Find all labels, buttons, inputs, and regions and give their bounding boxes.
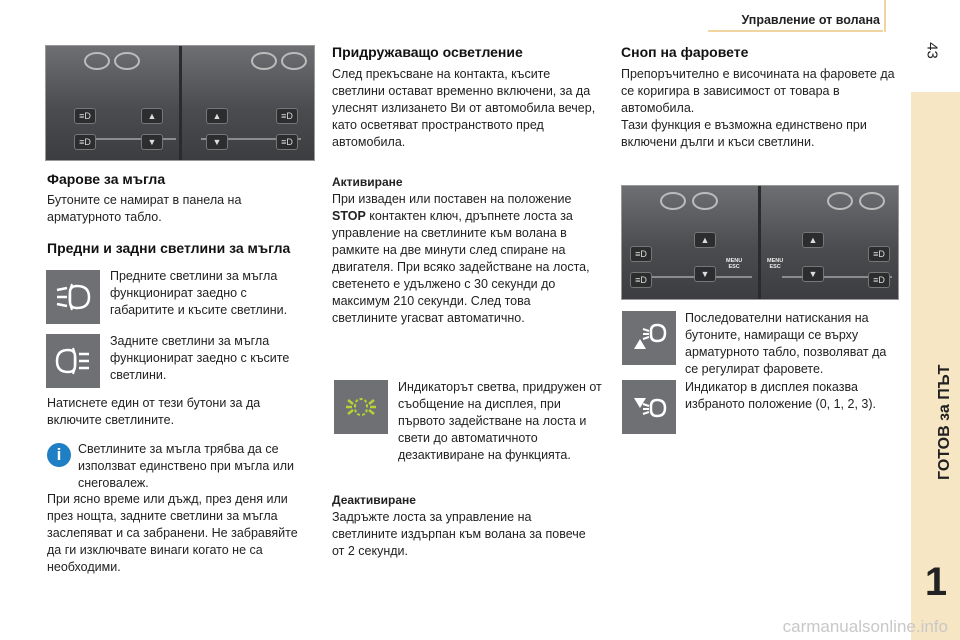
menu-esc-label-right: MENU ESC	[767, 258, 784, 270]
header-rule-vertical	[884, 0, 886, 32]
warning-text: При ясно време или дъжд, през деня или през нощта, задните светлини за мъгла заслепяват и са забранени. Не забравяйте да ги изключвате винаги когато не са необходими.	[47, 492, 298, 574]
beam-adjust-down-icon	[622, 380, 676, 434]
chapter-label: ГОТОВ за ПЪТ	[936, 364, 953, 480]
deactivation-text: Задръжте лоста за управление на светлините издърпан към волана за повече от 2 секунди.	[332, 510, 586, 558]
info-icon: i	[47, 443, 71, 467]
menu-esc-label-left: MENU ESC	[726, 258, 743, 270]
follow-me-title: Придружаващо осветление	[332, 44, 523, 60]
rear-fog-text: Задните светлини за мъгла функционират заедно с късите светлини.	[110, 334, 290, 382]
info-note: Светлините за мъгла трябва да се използват единствено при мъгла или снеговалеж.	[78, 442, 295, 490]
page-number: 43	[923, 42, 941, 59]
deactivation-title: Деактивиране	[332, 493, 416, 507]
activation-text: При изваден или поставен на положение STOP контактен ключ, дръпнете лоста за управление на светлините към волана в рамките на две минути след спиране на двигателя. При всяко задействане на лоста, светенето е удължено с 30 секунди до максимум 210 секунди. След това светлините угасват автоматично.	[332, 192, 590, 325]
chapter-number: 1	[924, 560, 948, 604]
running-header: Управление от волана	[741, 13, 880, 27]
rear-fog-icon	[46, 334, 100, 388]
follow-me-intro: След прекъсване на контакта, късите светлини остават временно включени, за да улеснят излизането Ви от автомобила вечер, като осветяват пространството пред автомобила.	[332, 67, 596, 149]
beam-title: Сноп на фаровете	[621, 44, 749, 60]
header-rule	[708, 30, 883, 32]
press-buttons-text: Натиснете един от тези бутони за да включите светлините.	[47, 396, 261, 427]
fog-title: Фарове за мъгла	[47, 171, 166, 187]
dashboard-photo-fog: ≡D ≡D ▲ ▼ ▲ ▼ ≡D ≡D	[45, 45, 315, 161]
beam-adjust-up-icon	[622, 311, 676, 365]
beam-text-2: Тази функция е възможна единствено при включени дълги и къси светлини.	[621, 118, 867, 149]
front-rear-title: Предни и задни светлини за мъгла	[47, 240, 291, 256]
dashboard-photo-beam: ≡D ≡D ▲ ▼ MENU ESC MENU ESC ▲ ▼ ≡D ≡D	[621, 185, 899, 300]
watermark: carmanualsonline.info	[782, 617, 948, 636]
beam-text-1: Препоръчително е височината на фаровете да се коригира в зависимост от товара в автомобила.	[621, 67, 895, 115]
front-fog-icon	[46, 270, 100, 324]
activation-title: Активиране	[332, 175, 403, 189]
follow-me-indicator-text: Индикаторът светва, придружен от съобщение на дисплея, при първото задействане на лоста и свети до автоматичното дезактивиране на функцията.	[398, 380, 602, 462]
beam-adjust-text: Последователни натискания на бутоните, намиращи се върху арматурното табло, позволяват да се регулират фаровете.	[685, 311, 887, 376]
fog-text: Бутоните се намират в панела на арматурното табло.	[47, 193, 242, 224]
beam-indicator-text: Индикатор в дисплея показва избраното положение (0, 1, 2, 3).	[685, 380, 876, 411]
follow-me-indicator-icon	[334, 380, 388, 434]
front-fog-text: Предните светлини за мъгла функционират заедно с габаритите и късите светлини.	[110, 269, 288, 317]
